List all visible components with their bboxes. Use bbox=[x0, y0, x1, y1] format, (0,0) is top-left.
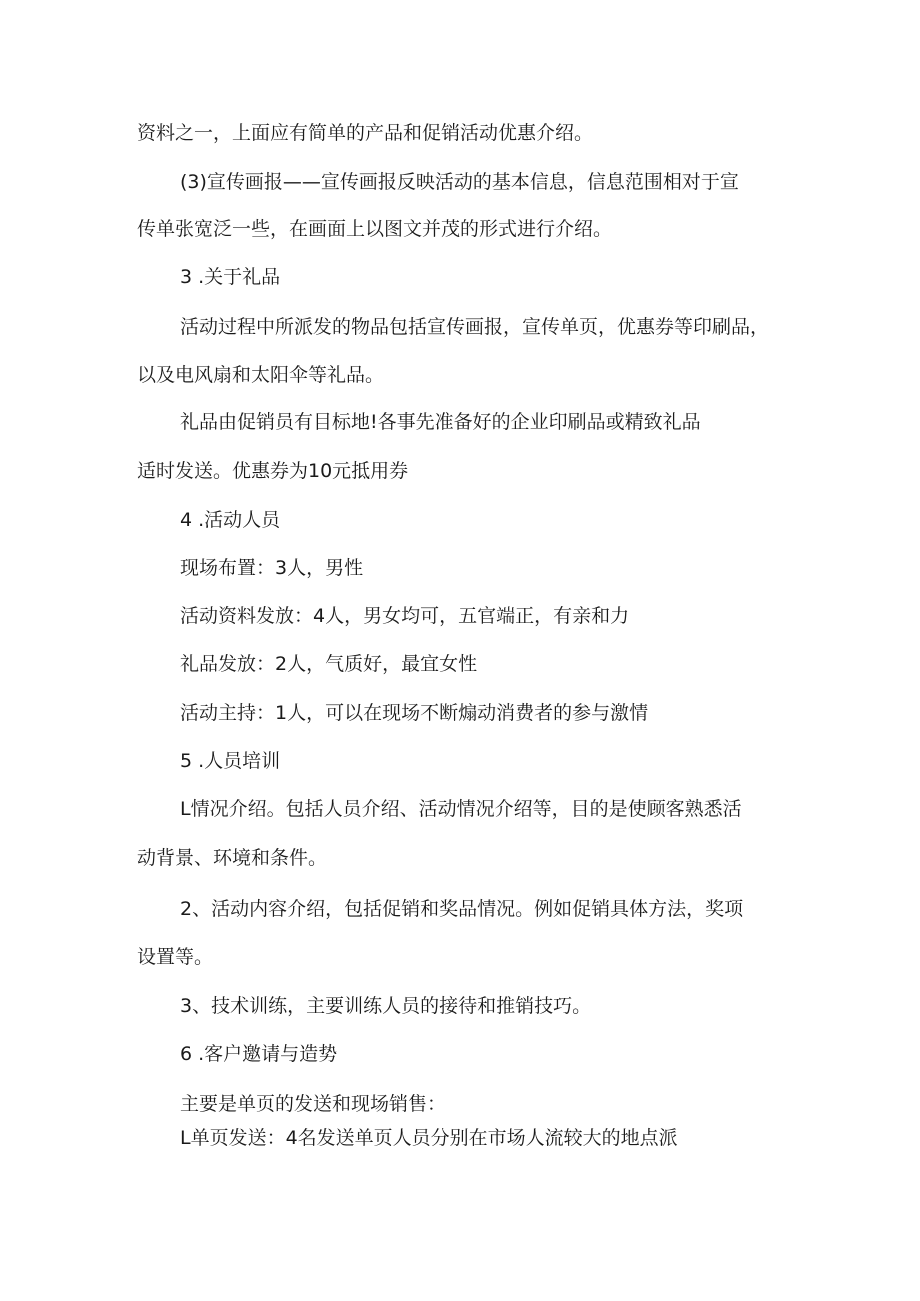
text-line: 礼品发放：2人，气质好，最宜女性 bbox=[180, 653, 478, 675]
section-heading: 4 .活动人员 bbox=[180, 509, 281, 531]
text-line: 活动过程中所派发的物品包括宣传画报，宣传单页，优惠券等印刷品， bbox=[180, 316, 770, 338]
text-line: 现场布置：3人，男性 bbox=[180, 557, 364, 579]
text-line: 礼品由促销员有目标地!各事先准备好的企业印刷品或精致礼品 bbox=[180, 411, 701, 433]
section-heading: 6 .客户邀请与造势 bbox=[180, 1043, 338, 1065]
text-line: 活动主持：1人，可以在现场不断煽动消费者的参与激情 bbox=[180, 702, 649, 724]
text-line: 设置等。 bbox=[137, 946, 214, 968]
text-line: L情况介绍。包括人员介绍、活动情况介绍等，目的是使顾客熟悉活 bbox=[180, 798, 742, 820]
text-line: (3)宣传画报——宣传画报反映活动的基本信息，信息范围相对于宣 bbox=[180, 171, 739, 193]
text-line: 资料之一，上面应有简单的产品和促销活动优惠介绍。 bbox=[137, 122, 594, 144]
text-line: 2、活动内容介绍，包括促销和奖品情况。例如促销具体方法，奖项 bbox=[180, 898, 744, 920]
text-line: 活动资料发放：4人，男女均可，五官端正，有亲和力 bbox=[180, 605, 630, 627]
text-line: 3、技术训练，主要训练人员的接待和推销技巧。 bbox=[180, 995, 592, 1017]
text-line: 动背景、环境和条件。 bbox=[137, 847, 328, 869]
text-line: 适时发送。优惠券为10元抵用券 bbox=[137, 460, 409, 482]
text-line: 传单张宽泛一些，在画面上以图文并茂的形式进行介绍。 bbox=[137, 218, 613, 240]
section-heading: 3 .关于礼品 bbox=[180, 266, 281, 288]
text-line: L单页发送：4名发送单页人员分别在市场人流较大的地点派 bbox=[180, 1127, 678, 1149]
text-line: 以及电风扇和太阳伞等礼品。 bbox=[137, 364, 385, 386]
section-heading: 5 .人员培训 bbox=[180, 750, 281, 772]
text-line: 主要是单页的发送和现场销售： bbox=[180, 1093, 447, 1115]
